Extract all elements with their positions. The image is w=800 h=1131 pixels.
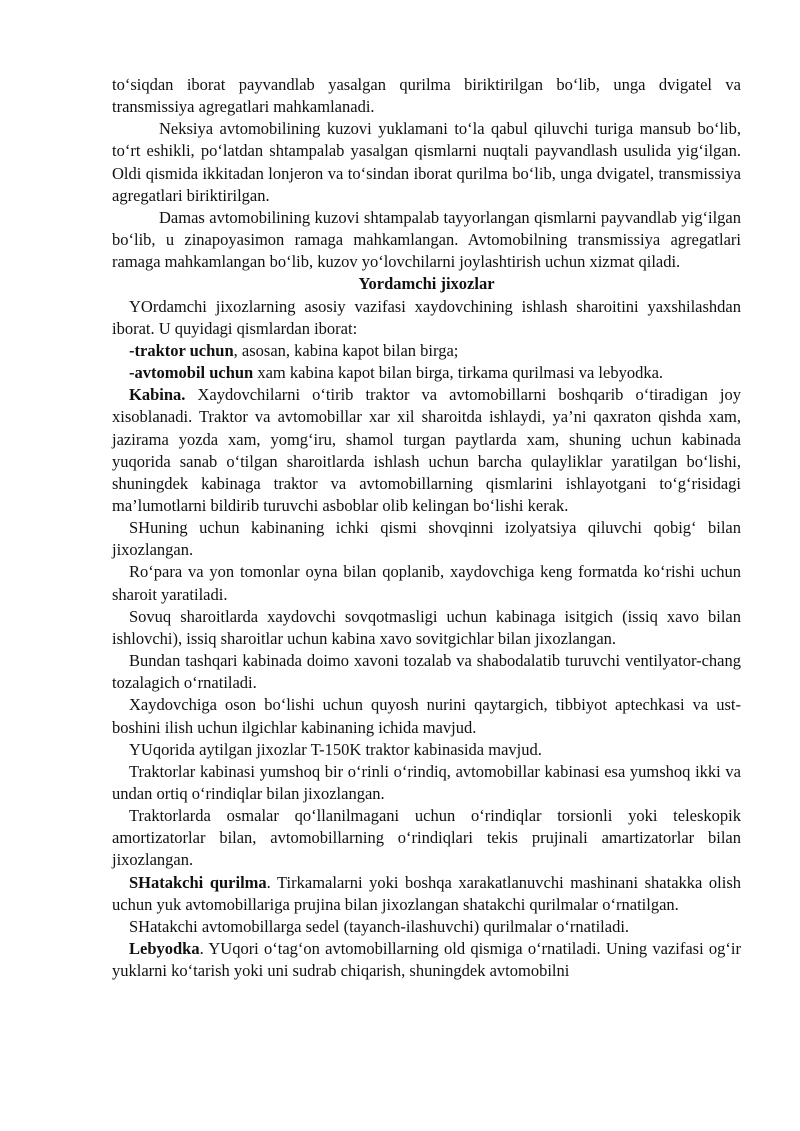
paragraph-lebyodka [112,938,741,982]
paragraph-text: SHatakchi avtomobillarga sedel (tayanch-ilashuvchi) qurilmalar o‘rnatiladi. [129,916,630,936]
paragraph-shatakchi [112,872,741,916]
bold-lead: -traktor uchun [129,340,234,360]
paragraph-text: Traktorlar kabinasi yumshoq bir o‘rinli o‘rindiq, avtomobillar kabinasi esa yumshoq ikki va undan ortiq o‘rindiqlar bilan jixozlangan. [112,761,741,803]
document-page [112,74,741,982]
heading-text: Yordamchi jixozlar [358,274,495,294]
paragraph-shovqin [112,517,741,561]
paragraph-text: Sovuq sharoitlarda xaydovchi sovqotmasligi uchun kabinaga isitgich (issiq xavo bilan ishlovchi), issiq sharoitlar uchun kabina xavo sovitgichlar bilan jixozlangan. [112,606,741,648]
paragraph-text: YUqorida aytilgan jixozlar T-150K traktor kabinasida mavjud. [129,739,542,759]
paragraph-isitgich [112,606,741,650]
bold-lead: -avtomobil uchun [129,363,254,383]
paragraph-text: to‘siqdan iborat payvandlab yasalgan qurilma biriktirilgan bo‘lib, unga dvigatel va transmissiya agregatlari mahkamlanadi. [112,75,741,117]
paragraph-text: xam kabina kapot bilan birga, tirkama qurilmasi va lebyodka. [253,363,664,383]
paragraph-osmalar [112,805,741,871]
bold-lead: Lebyodka [129,939,200,959]
paragraph-text: Damas avtomobilining kuzovi shtampalab tayyorlangan qismlarni payvandlab yig‘ilgan bo‘lib, u zinapoyasimon ramaga mahkamlangan. Avtomobilning transmissiya agregatlari ramaga mahkamlangan bo‘lib, kuzov yo‘lovchilarni joylashtirish uchun xizmat qiladi. [112,207,741,272]
paragraph-damas [112,207,741,273]
paragraph-kabina [112,384,741,517]
paragraph-text: . Tirkamalarni yoki boshqa xarakatlanuvchi mashinani shatakka olish uchun yuk avtomobillariga prujina bilan jixozlangan shatakchi qurilmalar o‘rnatilgan. [112,872,742,914]
paragraph-text: . YUqori o‘tag‘on avtomobillarning old qismiga o‘rnatiladi. Uning vazifasi og‘ir yuklarni ko‘tarish yoki uni sudrab chiqarish, shuningdek avtomobilni [112,939,741,981]
paragraph-neksiya [112,118,741,207]
paragraph-intro [112,296,741,340]
paragraph-ventilyator [112,650,741,694]
list-item-avtomobil [112,362,741,384]
section-heading [112,273,741,295]
paragraph-text: Neksiya avtomobilining kuzovi yuklamani to‘la qabul qiluvchi turiga mansub bo‘lib, to‘rt eshikli, po‘latdan shtampalab yasalgan qismlarni nuqtali payvandlash usulida yig‘ilgan. Oldi qismida ikkitadan lonjeron va to‘sindan iborat qurilma bo‘lib, unga dvigatel, transmissiya agregatlari biriktirilgan. [112,119,741,205]
paragraph-text: Ro‘para va yon tomonlar oyna bilan qoplanib, xaydovchiga keng formatda ko‘rishi uchun sharoit yaratiladi. [112,562,741,604]
list-item-traktor [112,340,741,362]
bold-lead: SHatakchi qurilma [129,872,267,892]
paragraph-text: SHuning uchun kabinaning ichki qismi shovqinni izolyatsiya qiluvchi qobig‘ bilan jixozlangan. [112,518,741,560]
bold-lead: Kabina. [129,385,186,405]
paragraph-text: Xaydovchilarni o‘tirib traktor va avtomobillarni boshqarib o‘tiradigan joy xisoblanadi. Traktor va avtomobillar xar xil sharoitda ishlaydi, ya’ni qaxraton qishda xam, jazirama yozda xam, yomg‘iru, shamol turgan paytlarda xam, shuning uchun kabinada yuqorida sanab o‘tilgan sharoitlarda ishlash uchun barcha qulayliklar yaratilgan bo‘lishi, shuningdek kabinaga traktor va avtomobillarning qismlarini ishlayotgani to‘g‘risidagi ma’lumotlarni bildirib turuvchi asboblar olib kelingan bo‘lishi kerak. [112,385,741,515]
paragraph-text: Bundan tashqari kabinada doimo xavoni tozalab va shabodalatib turuvchi ventilyator-chang tozalagich o‘rnatiladi. [112,651,741,693]
paragraph-oyna [112,561,741,605]
paragraph-orindiq [112,761,741,805]
paragraph-continuation [112,74,741,118]
paragraph-sedel [112,916,741,938]
paragraph-text: YOrdamchi jixozlarning asosiy vazifasi xaydovchining ishlash sharoitini yaxshilashdan iborat. U quyidagi qismlardan iborat: [112,296,741,338]
paragraph-quyosh [112,694,741,738]
paragraph-t150k [112,739,741,761]
paragraph-text: , asosan, kabina kapot bilan birga; [233,340,459,360]
paragraph-text: Traktorlarda osmalar qo‘llanilmagani uchun o‘rindiqlar torsionli yoki teleskopik amortizatorlar bilan, avtomobillarning o‘rindiqlari tekis prujinali amartizatorlar bilan jixozlangan. [112,806,741,870]
paragraph-text: Xaydovchiga oson bo‘lishi uchun quyosh nurini qaytargich, tibbiyot aptechkasi va ust-boshini ilish uchun ilgichlar kabinaning ichida mavjud. [112,695,741,737]
